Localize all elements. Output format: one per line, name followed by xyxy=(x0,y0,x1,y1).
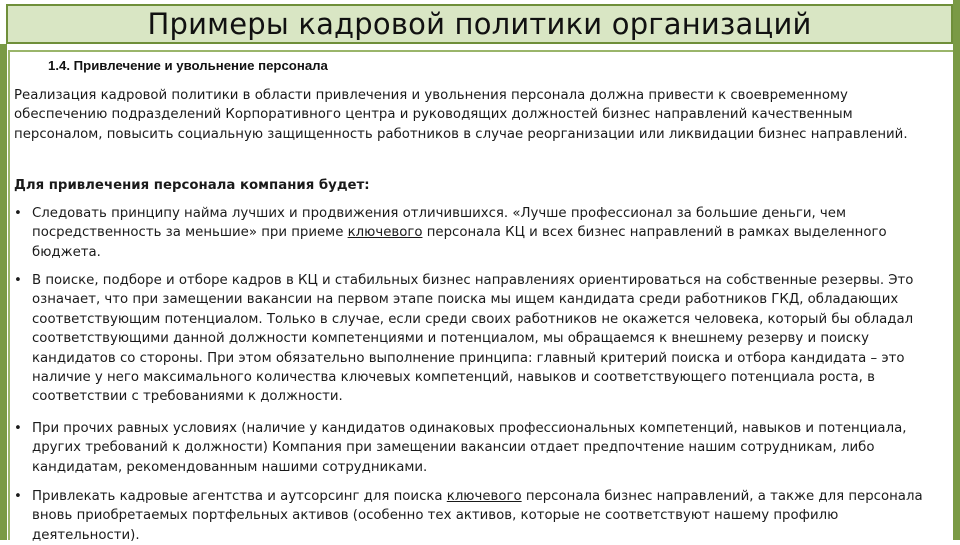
title-bar xyxy=(6,4,953,44)
bullet-icon: • xyxy=(14,421,22,436)
bullet-item xyxy=(14,204,934,262)
bullet-text: Привлекать кадровые агентства и аутсорсинг для поиска ключевого персонала бизнес направлений, а также для персонала вновь приобретаемых портфельных активов (особенно тех активов, которые не соответствуют нашему профилю деятельности). xyxy=(32,489,923,543)
bullet-text: Следовать принципу найма лучших и продвижения отличившихся. «Лучше профессионал за большие деньги, чем посредственность за меньшие» при приеме ключевого персонала КЦ и всех бизнес направлений в рамках выделенного бюджета. xyxy=(32,206,887,260)
right-border xyxy=(953,0,960,540)
underlined-word: ключевого xyxy=(347,225,423,241)
section-subtitle: 1.4. Привлечение и увольнение персонала xyxy=(48,58,328,73)
lead-paragraph: Для привлечения персонала компания будет: xyxy=(14,178,370,193)
intro-paragraph: Реализация кадровой политики в области привлечения и увольнения персонала должна привести к своевременному обеспечению подразделений Корпоративного центра и руководящих должностей бизнес направлений качественным персоналом, повысить социальную защищенность работников в случае реорганизации или ликвидации бизнес направлений. xyxy=(14,88,908,142)
bullet-icon: • xyxy=(14,206,22,221)
left-border xyxy=(0,44,7,540)
slide-title: Примеры кадровой политики организаций xyxy=(147,7,812,41)
bullet-item xyxy=(14,487,934,545)
bullet-icon: • xyxy=(14,273,22,288)
bullet-text: В поиске, подборе и отборе кадров в КЦ и стабильных бизнес направлениях ориентироваться на собственные резервы. Это означает, что при замещении вакансии на первом этапе поиска мы ищем кандидата среди работников ГКД, обладающих соответствующим потенциалом. Только в случае, если среди своих работников не окажется человека, который бы обладал соответствующими данной должности компетенциями и потенциалом, мы обращаемся к внешнему резерву и поиску кандидатов со стороны. При этом обязательно выполнение принципа: главный критерий поиска и отбора кандидата – это наличие у него максимального количества ключевых компетенций, навыков и соответствующего потенциала роста, в соответствии с требованиями к должности. xyxy=(32,273,914,405)
bullet-text: При прочих равных условиях (наличие у кандидатов одинаковых профессиональных компетенций, навыков и потенциала, других требований к должности) Компания при замещении вакансии отдает предпочтение нашим сотрудникам, либо кандидатам, рекомендованным нашими сотрудниками. xyxy=(32,421,907,475)
bullet-icon: • xyxy=(14,489,22,504)
bullet-item xyxy=(14,271,934,407)
underlined-word: ключевого xyxy=(446,489,522,504)
bullet-item xyxy=(14,419,934,477)
